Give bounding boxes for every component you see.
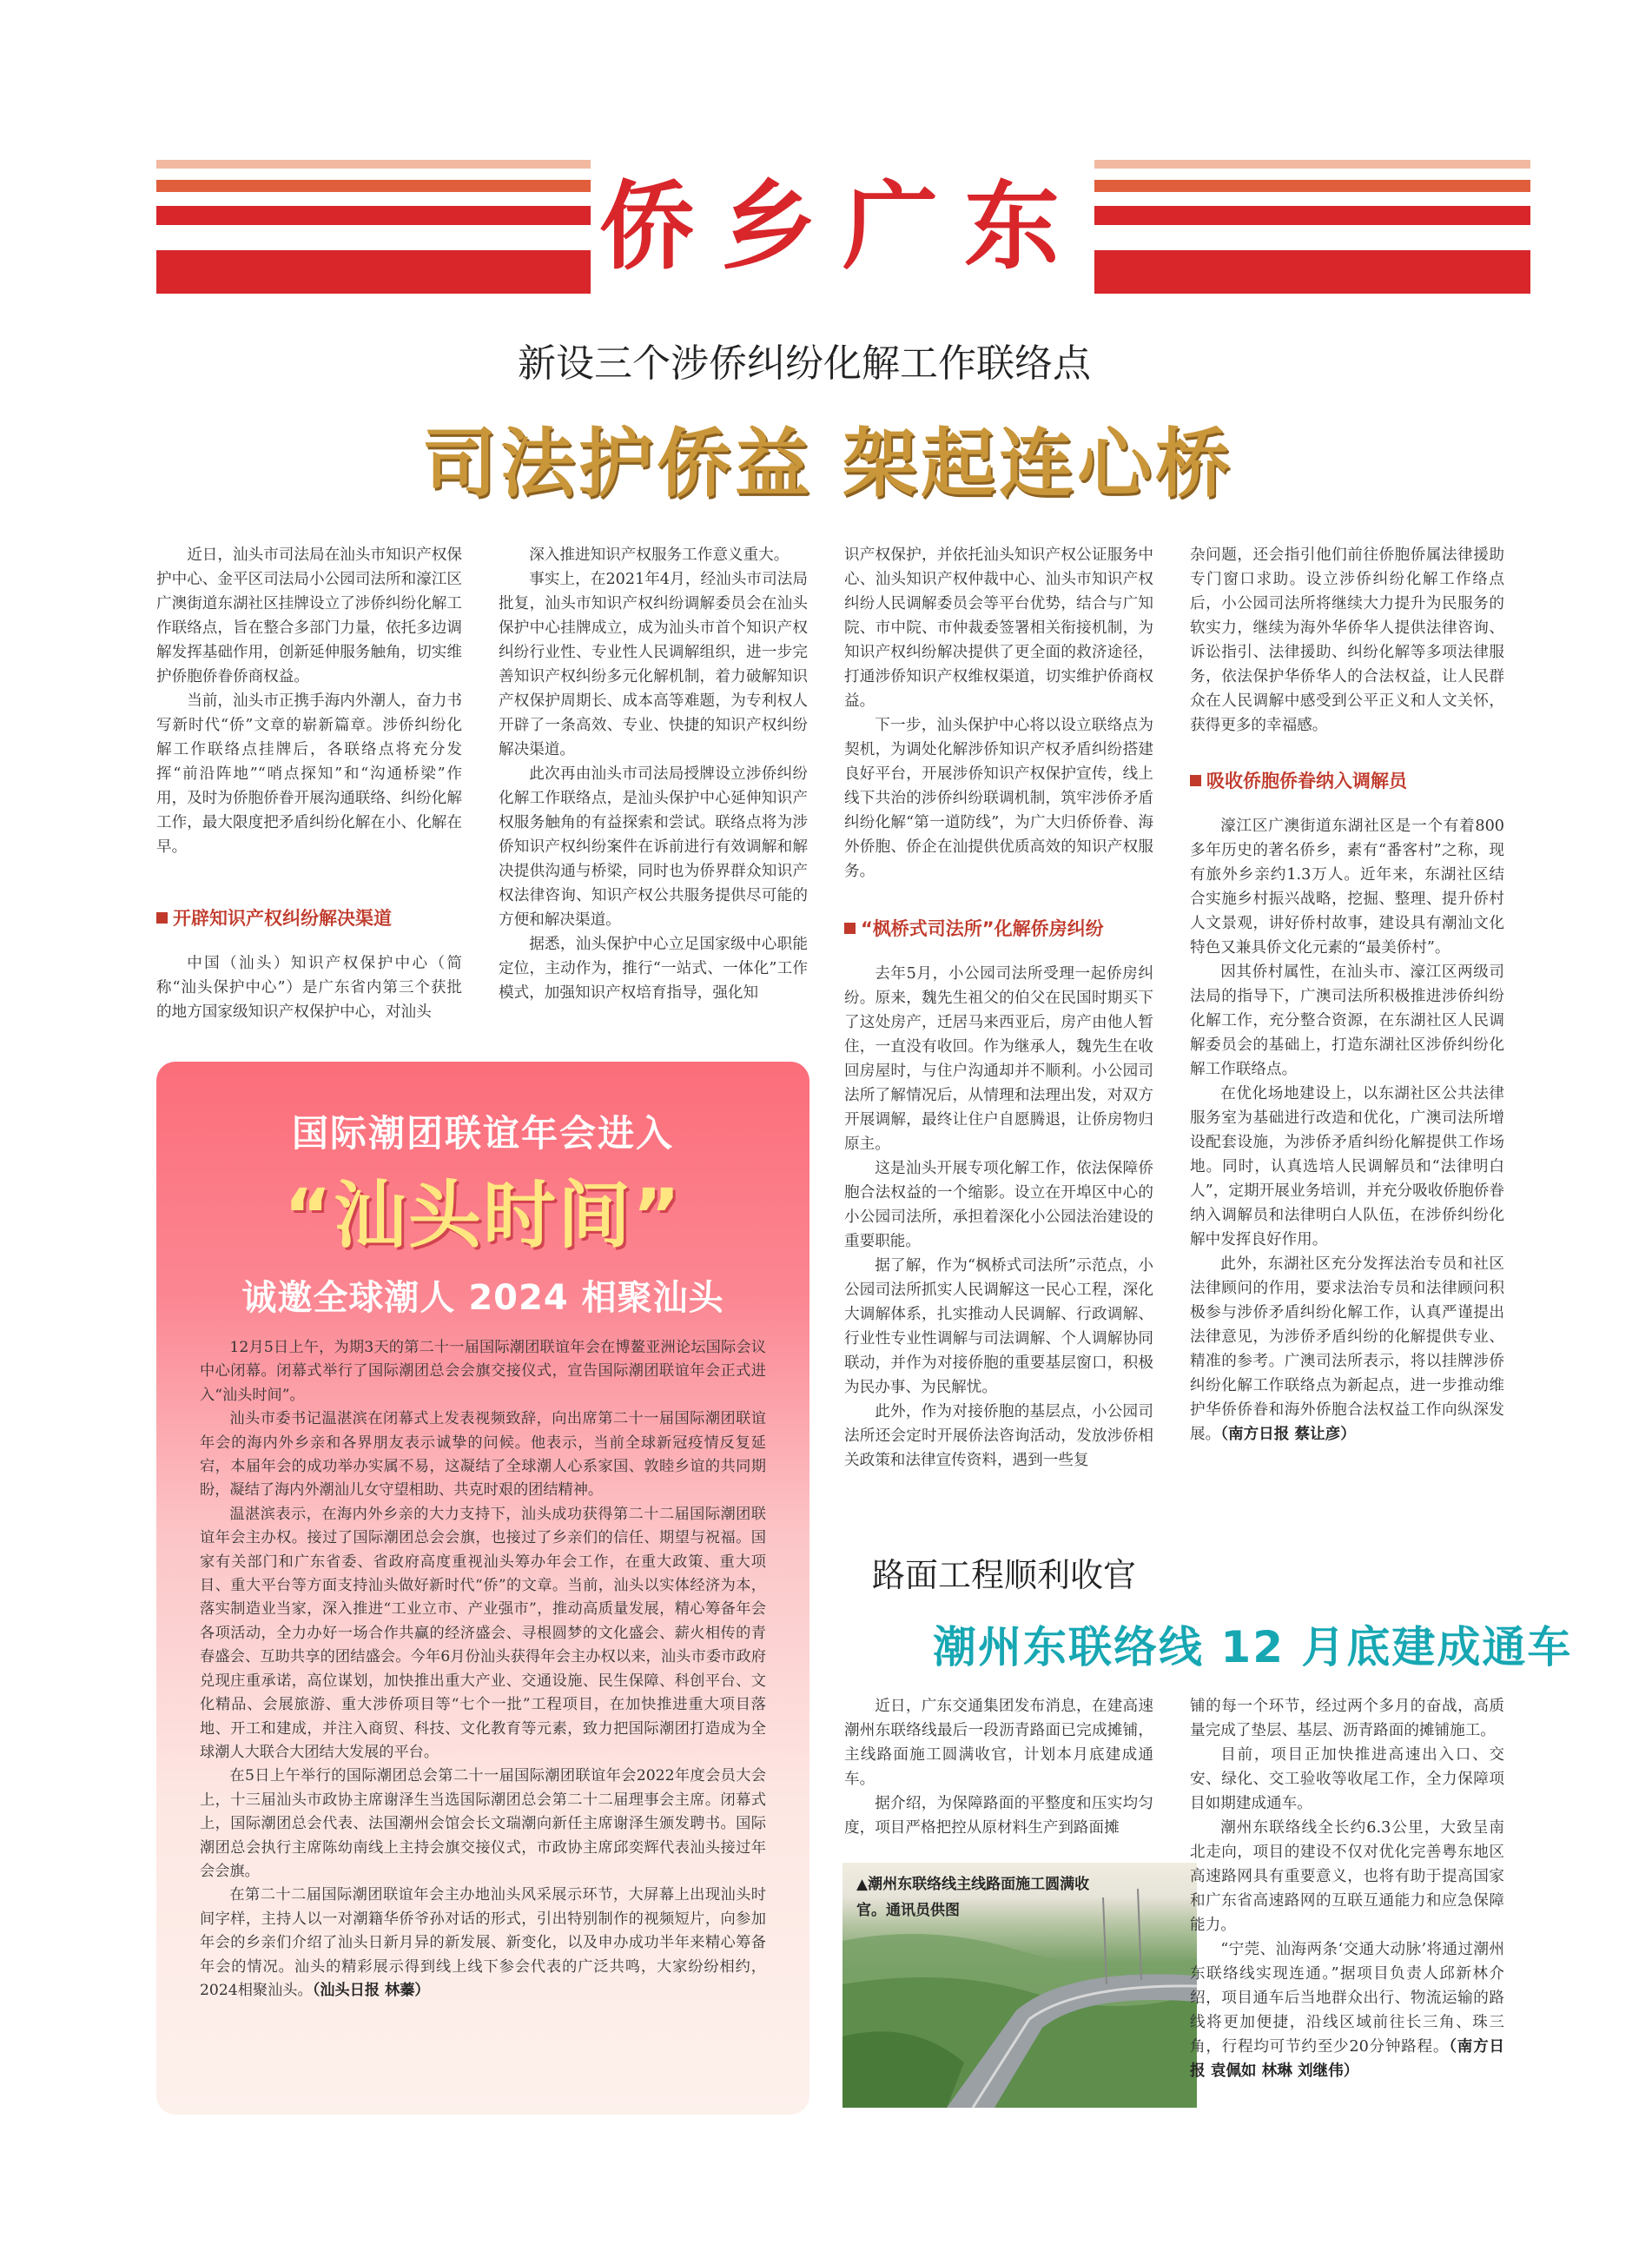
subhead-text: 吸收侨胞侨眷纳入调解员 [1206,771,1407,791]
byline: （南方日报 蔡让彦） [1220,1426,1356,1443]
paragraph: 此外，作为对接侨胞的基层点，小公园司法所还会定时开展侨法咨询活动，发放涉侨相关政策和法律宣传资料，遇到一些复 [844,1403,1153,1469]
feature-box [156,1062,809,2115]
subhead-court [844,917,1153,941]
bullet-square-icon [1190,775,1201,786]
feature-headline: “汕头时间” [283,1173,683,1258]
paragraph: 据了解，作为“枫桥式司法所”示范点，小公园司法所抓实人民调解这一民心工程，深化大调解体系，扎实推动人民调解、行政调解、行业性专业性调解与司法调解、个人调解协同联动，并作为对接侨胞的重要基层窗口，积极为民办事、为民解忧。 [844,1257,1153,1396]
paragraph: 在优化场地建设上，以东湖社区公共法律服务室为基础进行改造和优化，广澳司法所增设配套设施，为涉侨矛盾纠纷化解提供工作场地。同时，认真选培人民调解员和“法律明白人”，定期开展业务培训，并充分吸收侨胞侨眷纳入调解员和法律明白人队伍，在涉侨纠纷化解中发挥良好作用。 [1190,1085,1504,1248]
paragraph: 近日，汕头市司法局在汕头市知识产权保护中心、金平区司法局小公园司法所和濠江区广澳街道东湖社区挂牌设立了涉侨纠纷化解工作联络点，旨在整合多部门力量，依托多边调解发挥基础作用，创新延伸服务触角，切实维护侨胞侨眷侨商权益。 [156,546,462,685]
paragraph [1190,1937,1504,2083]
paragraph-text: 在第二十二届国际潮团联谊年会主办地汕头风采展示环节，大屏幕上出现汕头时间字样，主持人以一对潮籍华侨爷孙对话的形式，引出特别制作的视频短片，向参加年会的乡亲们介绍了汕头日新月异的新发展、新变化，以及申办成功半年来精心筹备年会的情况。汕头的精彩展示得到线上线下参会代表的广泛共鸣，大家纷纷相约，2024相聚汕头。 [200,1886,766,1999]
paragraph: 深入推进知识产权服务工作意义重大。 [529,546,790,564]
paragraph: 濠江区广澳街道东湖社区是一个有着800多年历史的著名侨乡，素有“番客村”之称，现有旅外乡亲约1.3万人。近年来，东湖社区结合实施乡村振兴战略，挖掘、整理、提升侨村人文景观，讲好侨村故事，建设具有潮汕文化特色又兼具侨文化元素的“最美侨村”。 [1190,818,1504,957]
paragraph: 事实上，在2021年4月，经汕头市司法局批复，汕头市知识产权纠纷调解委员会在汕头保护中心挂牌成立，成为汕头市首个知识产权纠纷行业性、专业性人民调解组织，进一步完善知识产权纠纷多元化解机制，着力破解知识产权保护周期长、成本高等难题，为专利权人开辟了一条高效、专业、快捷的知识产权纠纷解决渠道。 [499,571,808,758]
paragraph-text: 此外，东湖社区充分发挥法治专员和社区法律顾问的作用，要求法治专员和法律顾问积极参与涉侨矛盾纠纷化解工作，认真严谨提出法律意见，为涉侨矛盾纠纷的化解提供专业、精准的参考。广澳司法所表示，将以挂牌涉侨纠纷化解工作联络点为新起点，进一步推动维护华侨侨眷和海外侨胞合法权益工作向纵深发展。 [1190,1255,1504,1443]
article1-column-2 [499,543,808,1005]
masthead-title-box [591,156,1094,295]
paragraph: 目前，项目正加快推进高速出入口、交安、绿化、交工验收等收尾工作，全力保障项目如期建成通车。 [1190,1746,1504,1812]
article1-column-1 [156,543,462,1024]
feature-subheadline: 诚邀全球潮人 2024 相聚汕头 [241,1278,724,1318]
paragraph [200,1884,766,2003]
article1-kicker: 新设三个涉侨纠纷化解工作联络点 [518,341,1091,386]
paragraph: 当前，汕头市正携手海内外潮人，奋力书写新时代“侨”文章的崭新篇章。涉侨纠纷化解工作联络点挂牌后，各联络点将充分发挥“前沿阵地”“哨点探知”和“沟通桥梁”作用，及时为侨胞侨眷开展沟通联络、纠纷化解工作，最大限度把矛盾纠纷化解在小、化解在早。 [156,692,462,856]
paragraph: 识产权保护，并依托汕头知识产权公证服务中心、汕头知识产权仲裁中心、汕头市知识产权纠纷人民调解委员会等平台优势，结合与广知院、市中院、市仲裁委签署相关衔接机制，为知识产权纠纷解决提供了更全面的救济途径，打通涉侨知识产权维权渠道，切实维护侨商权益。 [844,546,1153,710]
article1-headline: 司法护侨益 架起连心桥 [422,420,1233,507]
subhead-absorb [1190,769,1504,793]
feature-body [200,1336,766,2003]
subhead-text: 开辟知识产权纠纷解决渠道 [173,908,392,929]
byline: （南方日报 袁佩如 林琳 刘继伟） [1190,2038,1505,2080]
paragraph: 因其侨村属性，在汕头市、濠江区两级司法局的指导下，广澳司法所积极推进涉侨纠纷化解工作，充分整合资源，在东湖社区人民调解委员会的基础上，打造东湖社区涉侨纠纷化解工作联络点。 [1190,963,1504,1078]
paragraph: 温湛滨表示，在海内外乡亲的大力支持下，汕头成功获得第二十二届国际潮团联谊年会主办权。接过了国际潮团总会会旗，也接过了乡亲们的信任、期望与祝福。国家有关部门和广东省委、省政府高度重视汕头筹办年会工作，在重大政策、重大项目、重大平台等方面支持汕头做好新时代“侨”的文章。当前，汕头以实体经济为本，落实制造业当家，深入推进“工业立市、产业强市”，推动高质量发展，精心筹备年会各项活动，全力办好一场合作共赢的经济盛会、寻根圆梦的文化盛会、薪火相传的青春盛会、互助共享的团结盛会。今年6月份汕头获得年会主办权以来，汕头市委市政府兑现庄重承诺，高位谋划，加快推出重大产业、交通设施、民生保障、科创平台、文化精品、会展旅游、重大涉侨项目等“七个一批”工程项目，在加快推进重大项目落地、开工和建成，并注入商贸、科技、文化教育等元素，致力把国际潮团打造成为全球潮人大联合大团结大发展的平台。 [200,1505,766,1761]
paragraph: 据悉，汕头保护中心立足国家级中心职能定位，主动作为，推行“一站式、一体化”工作模式，加强知识产权培育指导，强化知 [499,936,808,1002]
paragraph: 铺的每一个环节，经过两个多月的奋战，高质量完成了垫层、基层、沥青路面的摊铺施工。 [1190,1698,1504,1739]
paragraph: 在5日上午举行的国际潮团总会第二十一届国际潮团联谊年会2022年度会员大会上，十三届汕头市政协主席谢泽生当选国际潮团总会第二十二届理事会主席。闭幕式上，国际潮团总会代表、法国潮州会馆会长文瑞潮向新任主席谢泽生颁发聘书。国际潮团总会执行主席陈幼南线上主持会旗交接仪式，市政协主席邱奕辉代表汕头接过年会会旗。 [200,1767,766,1880]
byline: （汕头日报 林蓁） [312,1981,430,1999]
paragraph: 中国（汕头）知识产权保护中心（简称“汕头保护中心”）是广东省内第三个获批的地方国家级知识产权保护中心，对汕头 [156,955,462,1021]
masthead [156,156,1530,295]
paragraph: 此次再由汕头市司法局授牌设立涉侨纠纷化解工作联络点，是汕头保护中心延伸知识产权服务触角的有益探索和尝试。联络点将为涉侨知识产权纠纷案件在诉前进行有效调解和解决提供沟通与桥梁，同时也为侨界群众知识产权法律咨询、知识产权公共服务提供尽可能的方便和解决渠道。 [499,765,808,929]
section-title: 侨乡广东 [599,171,1086,282]
article3-column-1 [844,1694,1153,1840]
photo-caption: ▲潮州东联络线主线路面施工圆满收官。通讯员供图 [856,1876,1090,1919]
bullet-square-icon [844,923,856,934]
bullet-square-icon [156,912,168,924]
article3-headline: 潮州东联络线 12 月底建成通车 [933,1622,1573,1672]
feature-kicker: 国际潮团联谊年会进入 [291,1112,674,1155]
paragraph: 下一步，汕头保护中心将以设立联络点为契机，为调处化解涉侨知识产权矛盾纠纷搭建良好平台，开展涉侨知识产权保护宣传，线上线下共治的涉侨纠纷联调机制，筑牢涉侨矛盾纠纷化解“第一道防线”，为广大归侨侨眷、海外侨胞、侨企在汕提供优质高效的知识产权服务。 [844,717,1153,880]
paragraph: 12月5日上午，为期3天的第二十一届国际潮团联谊年会在博鳌亚洲论坛国际会议中心闭幕。闭幕式举行了国际潮团总会会旗交接仪式，宣告国际潮团联谊年会正式进入“汕头时间”。 [200,1339,766,1404]
paragraph [1190,1252,1504,1447]
paragraph: 这是汕头开展专项化解工作，依法保障侨胞合法权益的一个缩影。设立在开埠区中心的小公园司法所，承担着深化小公园法治建设的重要职能。 [844,1160,1153,1250]
paragraph: 杂问题，还会指引他们前往侨胞侨属法律援助专门窗口求助。设立涉侨纠纷化解工作络点后，小公园司法所将继续大力提升为民服务的软实力，继续为海外华侨华人提供法律咨询、诉讼指引、法律援助、纠纷化解等多项法律服务，依法保护华侨华人的合法权益，让人民群众在人民调解中感受到公平正义和人文关怀，获得更多的幸福感。 [1190,546,1504,734]
paragraph: 汕头市委书记温湛滨在闭幕式上发表视频致辞，向出席第二十一届国际潮团联谊年会的海内外乡亲和各界朋友表示诚挚的问候。他表示，当前全球新冠疫情反复延宕，本届年会的成功举办实属不易，这凝结了全球潮人心系家国、敦睦乡谊的共同期盼，凝结了海内外潮汕儿女守望相助、共克时艰的团结精神。 [200,1410,766,1500]
paragraph-text: “宁莞、汕海两条‘交通大动脉’将通过潮州东联络线实现连通。”据项目负责人邱新林介绍，项目通车后当地群众出行、物流运输的路线将更加便捷，沿线区域前往长三角、珠三角，行程均可节约至少20分钟路程。 [1190,1941,1504,2056]
article1-column-3 [844,543,1153,1473]
article3-kicker: 路面工程顺利收官 [872,1556,1137,1594]
paragraph: 据介绍，为保障路面的平整度和压实均匀度，项目严格把控从原材料生产到路面摊 [844,1795,1153,1837]
subhead-ip [156,906,462,930]
paragraph: 近日，广东交通集团发布消息，在建高速潮州东联络线最后一段沥青路面已完成摊铺，主线路面施工圆满收官，计划本月底建成通车。 [844,1698,1153,1788]
paragraph: 潮州东联络线全长约6.3公里，大致呈南北走向，项目的建设不仅对优化完善粤东地区高速路网具有重要意义，也将有助于提高国家和广东省高速路网的互联互通能力和应急保障能力。 [1190,1819,1504,1934]
article1-column-4 [1190,543,1504,1447]
article3-column-2 [1190,1694,1504,2083]
subhead-text: “枫桥式司法所”化解侨房纠纷 [861,918,1104,939]
road-photo [843,1863,1197,2108]
paragraph: 去年5月，小公园司法所受理一起侨房纠纷。原来，魏先生祖父的伯父在民国时期买下了这处房产，迁居马来西亚后，房产由他人暂住，一直没有收回。作为继承人，魏先生在收回房屋时，与住户沟通却并不顺利。小公园司法所了解情况后，从情理和法理出发，对双方开展调解，最终让住户自愿腾退，让侨房物归原主。 [844,965,1153,1153]
